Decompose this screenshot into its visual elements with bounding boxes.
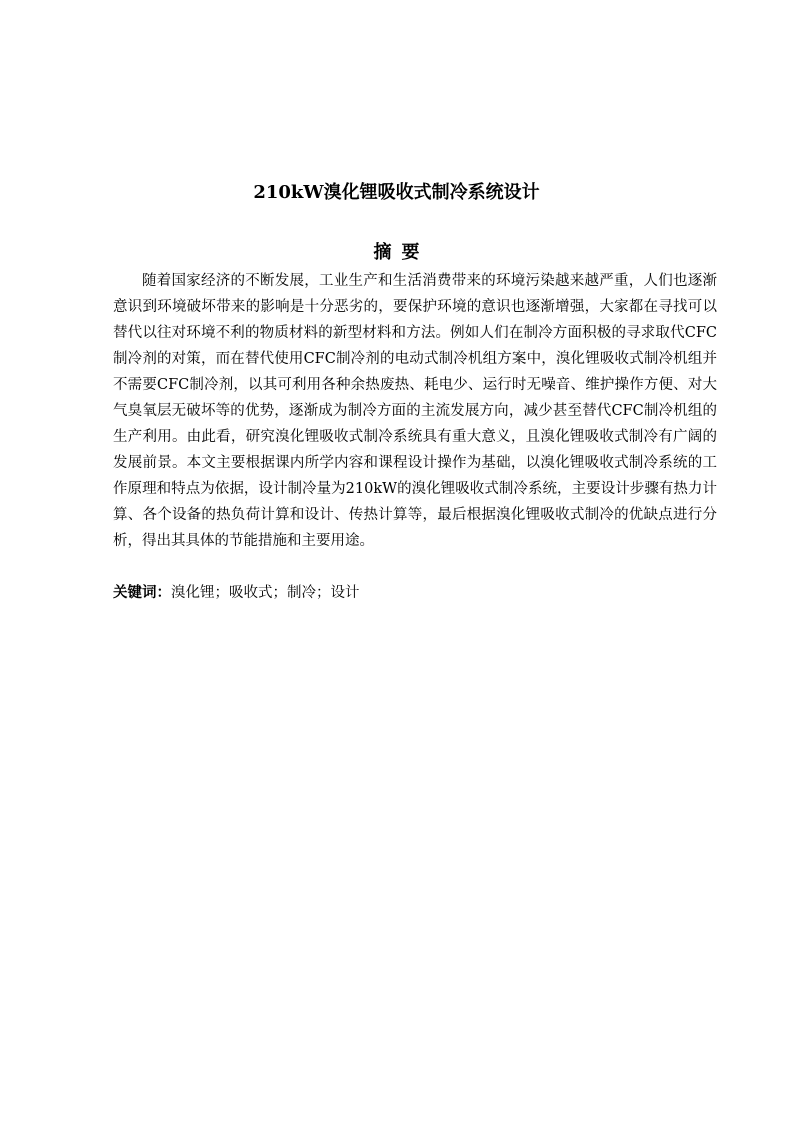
document-title: 210kW溴化锂吸收式制冷系统设计 [253, 182, 540, 203]
abstract-body: 随着国家经济的不断发展，工业生产和生活消费带来的环境污染越来越严重，人们也逐渐意识到环境破坏带来的影响是十分恶劣的，要保护环境的意识也逐渐增强，大家都在寻找可以替代以往对环境不利的物质材料的新型材料和方法。例如人们在制冷方面积极的寻求取代CFC制冷剂的对策，而在替代使用CFC制冷剂的电动式制冷机组方案中，溴化锂吸收式制冷机组并不需要CFC制冷剂，以其可利用各种余热废热、耗电少、运行时无噪音、维护操作方便、对大气臭氧层无破坏等的优势，逐渐成为制冷方面的主流发展方向，减少甚至替代CFC制冷机组的生产利用。由此看，研究溴化锂吸收式制冷系统具有重大意义，且溴化锂吸收式制冷有广阔的发展前景。本文主要根据课内所学内容和课程设计操作为基础，以溴化锂吸收式制冷系统的工作原理和特点为依据，设计制冷量为210kW的溴化锂吸收式制冷系统，主要设计步骤有热力计算、各个设备的热负荷计算和设计、传热计算等，最后根据溴化锂吸收式制冷的优缺点进行分析，得出其具体的节能措施和主要用途。 [113, 273, 717, 549]
abstract-heading: 摘要 [373, 242, 430, 263]
keywords-value: 溴化锂；吸收式；制冷；设计 [171, 585, 360, 601]
keywords-line [113, 580, 717, 606]
keywords-label: 关键词： [113, 584, 171, 601]
